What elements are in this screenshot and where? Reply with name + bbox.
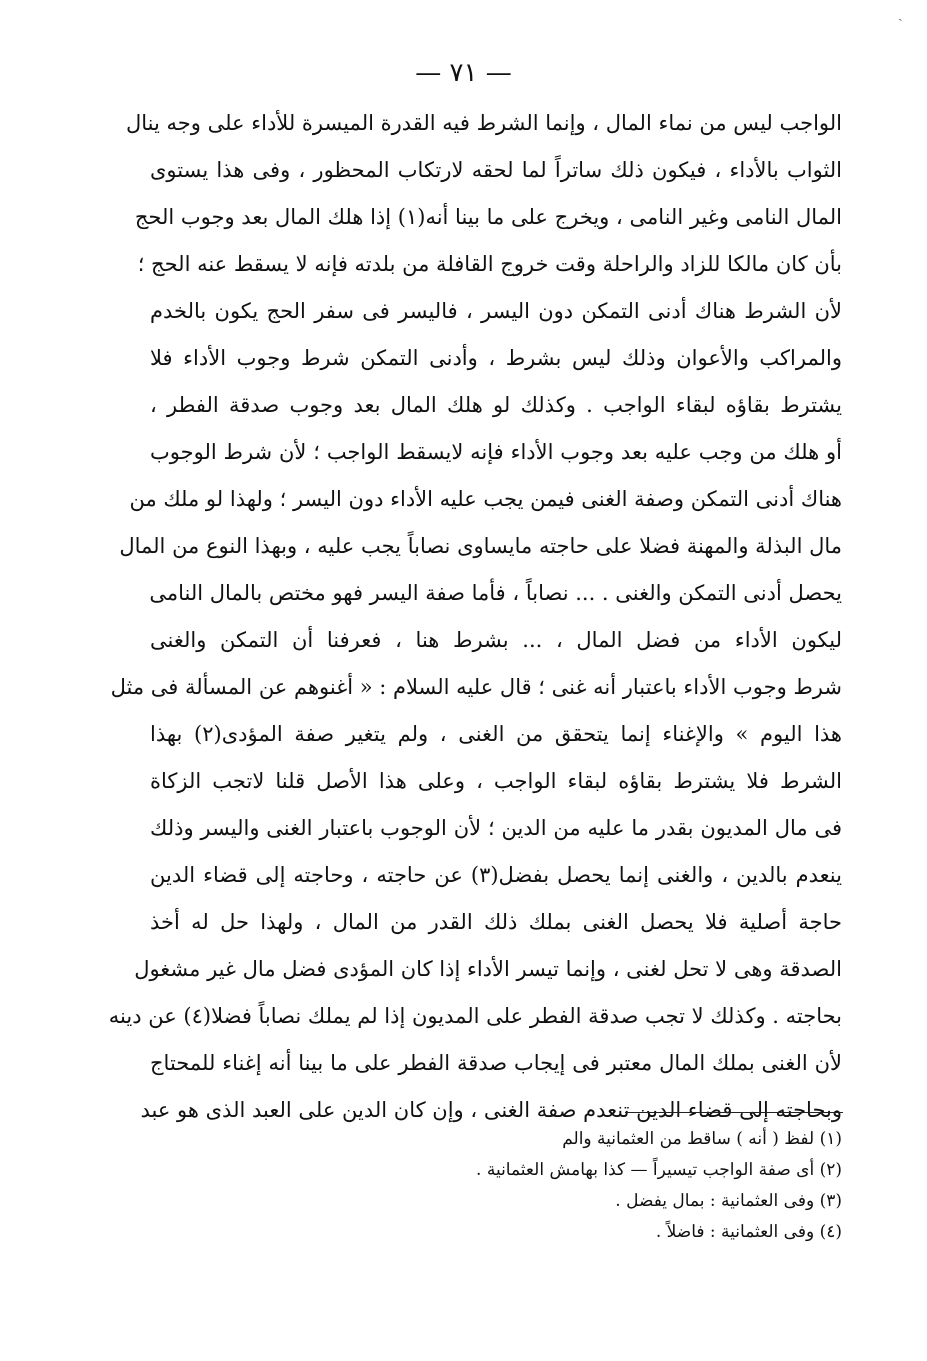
text-line: الواجب ليس من نماء المال ، وإنما الشرط فيه القدرة الميسرة للأداء على وجه ينال xyxy=(126,111,842,135)
text-line: يشترط بقاؤه لبقاء الواجب . وكذلك لو هلك المال بعد وجوب صدقة الفطر ، xyxy=(150,393,842,417)
text-line: هناك أدنى التمكن وصفة الغنى فيمن يجب عليه الأداء دون اليسر ؛ ولهذا لو ملك من xyxy=(129,487,842,511)
text-line: يحصل أدنى التمكن والغنى . ... نصاباً ، فأما صفة اليسر فهو مختص بالمال النامى xyxy=(149,581,842,605)
text-line: الثواب بالأداء ، فيكون ذلك ساتراً لما لحقه لارتكاب المحظور ، وفى هذا يستوى xyxy=(150,158,842,182)
text-line: مال البذلة والمهنة فضلا على حاجته مايساوى نصاباً يجب عليه ، وبهذا النوع من المال xyxy=(119,534,842,558)
main-text xyxy=(108,100,843,1134)
text-line: شرط وجوب الأداء باعتبار أنه غنى ؛ قال عليه السلام : « أغنوهم عن المسألة فى مثل xyxy=(110,675,842,699)
text-line: هذا اليوم » والإغناء إنما يتحقق من الغنى ، ولم يتغير صفة المؤدى(٢) بهذا xyxy=(150,722,843,746)
text-line: الصدقة وهى لا تحل لغنى ، وإنما تيسر الأداء إذا كان المؤدى فضل مال غير مشغول xyxy=(134,957,842,981)
text-line: فى مال المديون بقدر ما عليه من الدين ؛ لأن الوجوب باعتبار الغنى واليسر وذلك xyxy=(150,816,842,840)
text-line: لأن الشرط هناك أدنى التمكن دون اليسر ، فاليسر فى سفر الحج يكون بالخدم xyxy=(150,299,842,323)
footnote: (٢) أى صفة الواجب تيسيراً — كذا بهامش العثمانية . xyxy=(476,1160,842,1180)
text-line: ليكون الأداء من فضل المال ، ... بشرط هنا ، فعرفنا أن التمكن والغنى xyxy=(150,628,842,652)
text-line: بحاجته . وكذلك لا تجب صدقة الفطر على المديون إذا لم يملك نصاباً فضلا(٤) عن دينه xyxy=(108,1004,842,1028)
text-line: الشرط فلا يشترط بقاؤه لبقاء الواجب ، وعلى هذا الأصل قلنا لاتجب الزكاة xyxy=(150,769,842,793)
text-line: أو هلك من وجب عليه بعد وجوب الأداء فإنه لايسقط الواجب ؛ لأن شرط الوجوب xyxy=(150,440,842,464)
text-line: لأن الغنى بملك المال معتبر فى إيجاب صدقة الفطر على ما بينا أنه إغناء للمحتاج xyxy=(150,1051,842,1075)
text-line: المال النامى وغير النامى ، ويخرج على ما بينا أنه(١) إذا هلك المال بعد وجوب الحج xyxy=(134,205,842,229)
text-line: ينعدم بالدين ، والغنى إنما يحصل بفضل(٣) عن حاجته ، وحاجته إلى قضاء الدين xyxy=(150,863,842,887)
footnote: (١) لفظ ( أنه ) ساقط من العثمانية والم xyxy=(562,1129,842,1149)
footnote: (٤) وفى العثمانية : فاضلاً . xyxy=(655,1222,842,1242)
text-line: والمراكب والأعوان وذلك ليس بشرط ، وأدنى التمكن شرط وجوب الأداء فلا xyxy=(150,346,842,370)
text-line: حاجة أصلية فلا يحصل الغنى بملك ذلك القدر من المال ، ولهذا حل له أخذ xyxy=(150,910,842,934)
footnote-separator xyxy=(625,1112,843,1113)
edge-mark: ˎ xyxy=(898,6,903,22)
footnote: (٣) وفى العثمانية : بمال يفضل . xyxy=(615,1191,842,1211)
text-line: بأن كان مالكا للزاد والراحلة وقت خروج القافلة من بلدته فإنه لا يسقط عنه الحج ؛ xyxy=(137,252,842,276)
text-line: وبحاجته إلى قضاء الدين تنعدم صفة الغنى ، وإن كان الدين على العبد الذى هو عبد xyxy=(140,1098,842,1122)
footnotes xyxy=(330,1124,842,1248)
page-number: — ٧١ — xyxy=(415,58,512,88)
